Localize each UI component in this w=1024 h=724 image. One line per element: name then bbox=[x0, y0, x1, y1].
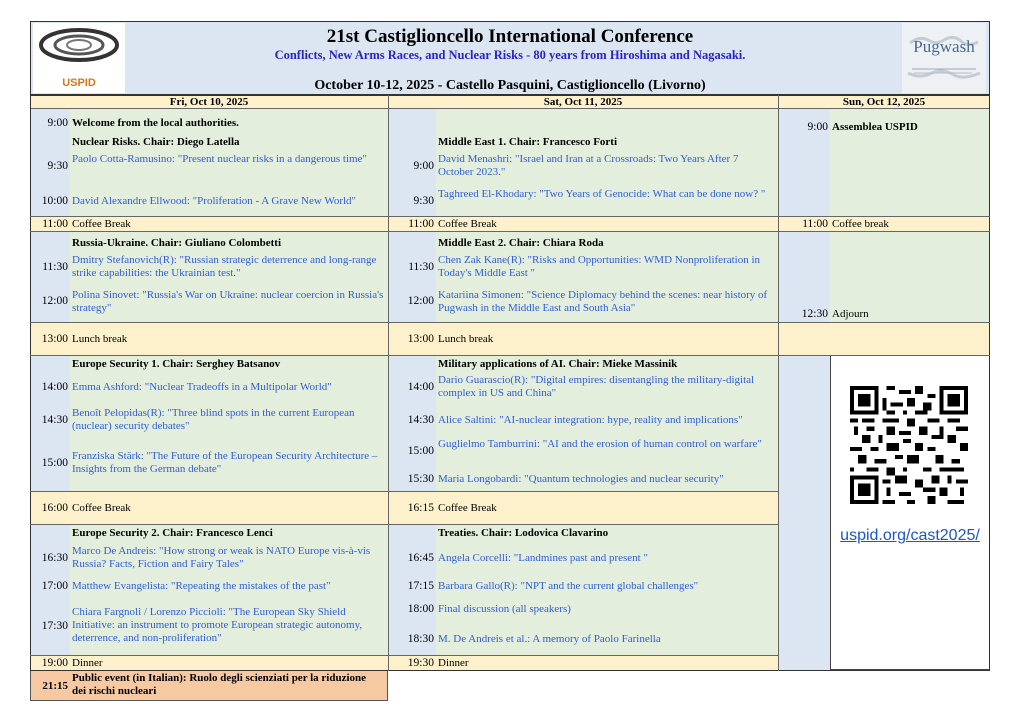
sat-s4-talk-1-time: 16:45 bbox=[407, 552, 434, 564]
fri-session-4-title: Europe Security 2. Chair: Francesco Lenci bbox=[72, 527, 273, 539]
rings-icon bbox=[33, 23, 125, 75]
sat-s3-talk-4[interactable]: Maria Longobardi: "Quantum technologies and nuclear security" bbox=[438, 473, 724, 485]
sat-s4-talk-4-time: 18:30 bbox=[407, 633, 434, 645]
sat-s4-talk-4[interactable]: M. De Andreis et al.: A memory of Paolo Farinella bbox=[438, 633, 661, 645]
fri-s1-talk-2[interactable]: David Alexandre Ellwood: "Proliferation - A Grave New World" bbox=[72, 195, 357, 207]
sat-s4-talk-2-time: 17:15 bbox=[407, 580, 434, 592]
fri-s4-talk-2[interactable]: Matthew Evangelista: "Repeating the mistakes of the past" bbox=[72, 580, 331, 592]
divider bbox=[30, 491, 778, 492]
sun-adjourn-time: 12:30 bbox=[801, 308, 828, 320]
sun-break-1-time: 11:00 bbox=[802, 218, 828, 230]
fri-s2-talk-2[interactable]: Polina Sinovet: "Russia's War on Ukraine: nuclear coercion in Russia's strategy" bbox=[72, 289, 384, 314]
fri-s3-talk-2[interactable]: Benoît Pelopidas(R): "Three blind spots in the current European (nuclear) security debates" bbox=[72, 407, 355, 432]
fri-s2-talk-1[interactable]: Dmitry Stefanovich(R): "Russian strategic deterrence and long-range strike capabilities: the Ukrainian test." bbox=[72, 254, 377, 279]
fri-session-2-title: Russia-Ukraine. Chair: Giuliano Colombetti bbox=[72, 237, 282, 249]
sat-break-1-label: Coffee Break bbox=[438, 218, 497, 230]
page-subtitle: Conflicts, New Arms Races, and Nuclear Risks - 80 years from Hiroshima and Nagasaki. bbox=[274, 48, 746, 62]
divider bbox=[30, 231, 990, 232]
sat-s2-talk-1[interactable]: Chen Zak Kane(R): "Risks and Opportunities: WMD Nonproliferation in Today's Middle East " bbox=[438, 254, 761, 279]
sat-break-2-time: 16:15 bbox=[407, 502, 434, 514]
sat-s3-talk-1-time: 14:00 bbox=[407, 381, 434, 393]
fri-s1-talk-1[interactable]: Paolo Cotta-Ramusino: "Present nuclear risks in a dangerous time" bbox=[72, 153, 367, 165]
fri-dinner-label: Dinner bbox=[72, 657, 103, 669]
fri-s4-talk-2-time: 17:00 bbox=[41, 580, 68, 592]
sat-s4-talk-3[interactable]: Final discussion (all speakers) bbox=[438, 603, 571, 615]
qr-code[interactable] bbox=[850, 386, 968, 504]
page-title: 21st Castiglioncello International Conference bbox=[326, 26, 694, 47]
fri-s3-talk-1-time: 14:00 bbox=[41, 381, 68, 393]
sat-s1-talk-1[interactable]: David Menashri: "Israel and Iran at a Crossroads: Two Years After 7 October 2023." bbox=[438, 153, 739, 178]
fri-s3-talk-3[interactable]: Franziska Stärk: "The Future of the European Security Architecture – Insights from the German debate" bbox=[72, 450, 378, 475]
fri-s3-talk-1[interactable]: Emma Ashford: "Nuclear Tradeoffs in a Multipolar World" bbox=[72, 381, 332, 393]
sat-s3-talk-1[interactable]: Dario Guarascio(R): "Digital empires: disentangling the military-digital complex in US and China" bbox=[438, 374, 755, 399]
fri-s4-talk-3-time: 17:30 bbox=[41, 620, 68, 632]
sat-s2-talk-1-time: 11:30 bbox=[408, 261, 434, 273]
divider bbox=[30, 216, 990, 217]
fri-dinner-time: 19:00 bbox=[41, 657, 68, 669]
fri-s1-talk-2-time: 10:00 bbox=[41, 195, 68, 207]
fri-session-3-title: Europe Security 1. Chair: Serghey Batsanov bbox=[72, 358, 281, 370]
fri-break-1-time: 11:00 bbox=[42, 218, 68, 230]
pugwash-logo bbox=[902, 23, 986, 93]
sun-break-1-label: Coffee break bbox=[832, 218, 889, 230]
day-header-sun: Sun, Oct 12, 2025 bbox=[842, 96, 926, 108]
sun-item-1-time: 9:00 bbox=[807, 121, 828, 133]
sat-s1-talk-2[interactable]: Taghreed El-Khodary: "Two Years of Genocide: What can be done now? " bbox=[438, 188, 766, 200]
uspid-logo-label: USPID bbox=[62, 77, 96, 89]
sat-session-2-title: Middle East 2. Chair: Chiara Roda bbox=[438, 237, 604, 249]
sat-session-1-title: Middle East 1. Chair: Francesco Forti bbox=[438, 136, 618, 148]
fri-s2-talk-2-time: 12:00 bbox=[41, 295, 68, 307]
sat-lunch-label: Lunch break bbox=[438, 333, 494, 345]
sat-s2-talk-2-time: 12:00 bbox=[407, 295, 434, 307]
dateline: October 10-12, 2025 - Castello Pasquini, Castiglioncello (Livorno) bbox=[314, 78, 706, 93]
fri-session-1-title: Nuclear Risks. Chair: Diego Latella bbox=[72, 136, 240, 148]
pugwash-logo-label: Pugwash bbox=[913, 37, 975, 56]
fri-lunch-time: 13:00 bbox=[41, 333, 68, 345]
sun-adjourn-label: Adjourn bbox=[832, 308, 869, 320]
sat-s3-talk-4-time: 15:30 bbox=[407, 473, 434, 485]
sat-dinner-time: 19:30 bbox=[407, 657, 434, 669]
sun-item-1-label: Assemblea USPID bbox=[832, 121, 918, 133]
fri-break-1-label: Coffee Break bbox=[72, 218, 131, 230]
fri-s3-talk-2-time: 14:30 bbox=[41, 414, 68, 426]
divider bbox=[30, 322, 990, 323]
sat-s2-talk-2[interactable]: Katariina Simonen: "Science Diplomacy behind the scenes: near history of Pugwash in the Middle East and South Asia" bbox=[438, 289, 768, 314]
fri-public-event-time: 21:15 bbox=[42, 680, 68, 692]
divider bbox=[30, 655, 778, 656]
sat-lunch-time: 13:00 bbox=[407, 333, 434, 345]
fri-welcome-text: Welcome from the local authorities. bbox=[72, 117, 239, 129]
sat-s3-talk-2-time: 14:30 bbox=[407, 414, 434, 426]
sat-s3-talk-3-time: 15:00 bbox=[407, 445, 434, 457]
fri-s1-talk-1-time: 9:30 bbox=[47, 160, 68, 172]
fri-s3-talk-3-time: 15:00 bbox=[41, 457, 68, 469]
divider bbox=[778, 95, 779, 671]
sat-s4-talk-1[interactable]: Angela Corcelli: "Landmines past and present " bbox=[438, 552, 648, 564]
sat-dinner-label: Dinner bbox=[438, 657, 469, 669]
fri-break-2-time: 16:00 bbox=[41, 502, 68, 514]
sat-break-2-label: Coffee Break bbox=[438, 502, 497, 514]
day-header-sat: Sat, Oct 11, 2025 bbox=[543, 96, 623, 108]
fri-public-event-text: Public event (in Italian): Ruolo degli scienziati per la riduzione dei rischi nucleari bbox=[72, 672, 367, 697]
day-header-fri: Fri, Oct 10, 2025 bbox=[169, 96, 249, 108]
divider bbox=[30, 355, 990, 356]
fri-lunch-label: Lunch break bbox=[72, 333, 128, 345]
sat-s3-talk-2[interactable]: Alice Saltini: "AI-nuclear integration: hype, reality and implications" bbox=[438, 414, 743, 426]
fri-s4-talk-3[interactable]: Chiara Fargnoli / Lorenzo Piccioli: "The European Sky Shield Initiative: an instrument to promote European strategic autonomy, deterrence, and non-proliferation" bbox=[72, 606, 363, 644]
qr-code-icon bbox=[850, 386, 968, 504]
fri-welcome-time: 9:00 bbox=[47, 117, 68, 129]
fri-s4-talk-1[interactable]: Marco De Andreis: "How strong or weak is NATO Europe vis-à-vis Russia? Facts, Fiction and Fairy Tales" bbox=[72, 545, 371, 570]
sat-s4-talk-2[interactable]: Barbara Gallo(R): "NPT and the current global challenges" bbox=[438, 580, 699, 592]
sat-s4-talk-3-time: 18:00 bbox=[407, 603, 434, 615]
qr-link[interactable]: uspid.org/cast2025/ bbox=[840, 527, 980, 544]
fri-s2-talk-1-time: 11:30 bbox=[42, 261, 68, 273]
fri-break-2-label: Coffee Break bbox=[72, 502, 131, 514]
sat-session-4-title: Treaties. Chair: Lodovica Clavarino bbox=[438, 527, 609, 539]
fri-s4-talk-1-time: 16:30 bbox=[41, 552, 68, 564]
sat-s1-talk-1-time: 9:00 bbox=[413, 160, 434, 172]
divider bbox=[30, 524, 778, 525]
sat-session-3-title: Military applications of AI. Chair: Mieke Massinik bbox=[438, 358, 678, 370]
sat-s1-talk-2-time: 9:30 bbox=[413, 195, 434, 207]
globe-map-icon bbox=[902, 23, 986, 93]
sat-break-1-time: 11:00 bbox=[408, 218, 434, 230]
sat-s3-talk-3[interactable]: Guglielmo Tamburrini: "AI and the erosion of human control on warfare" bbox=[438, 438, 762, 450]
uspid-logo bbox=[33, 23, 125, 93]
